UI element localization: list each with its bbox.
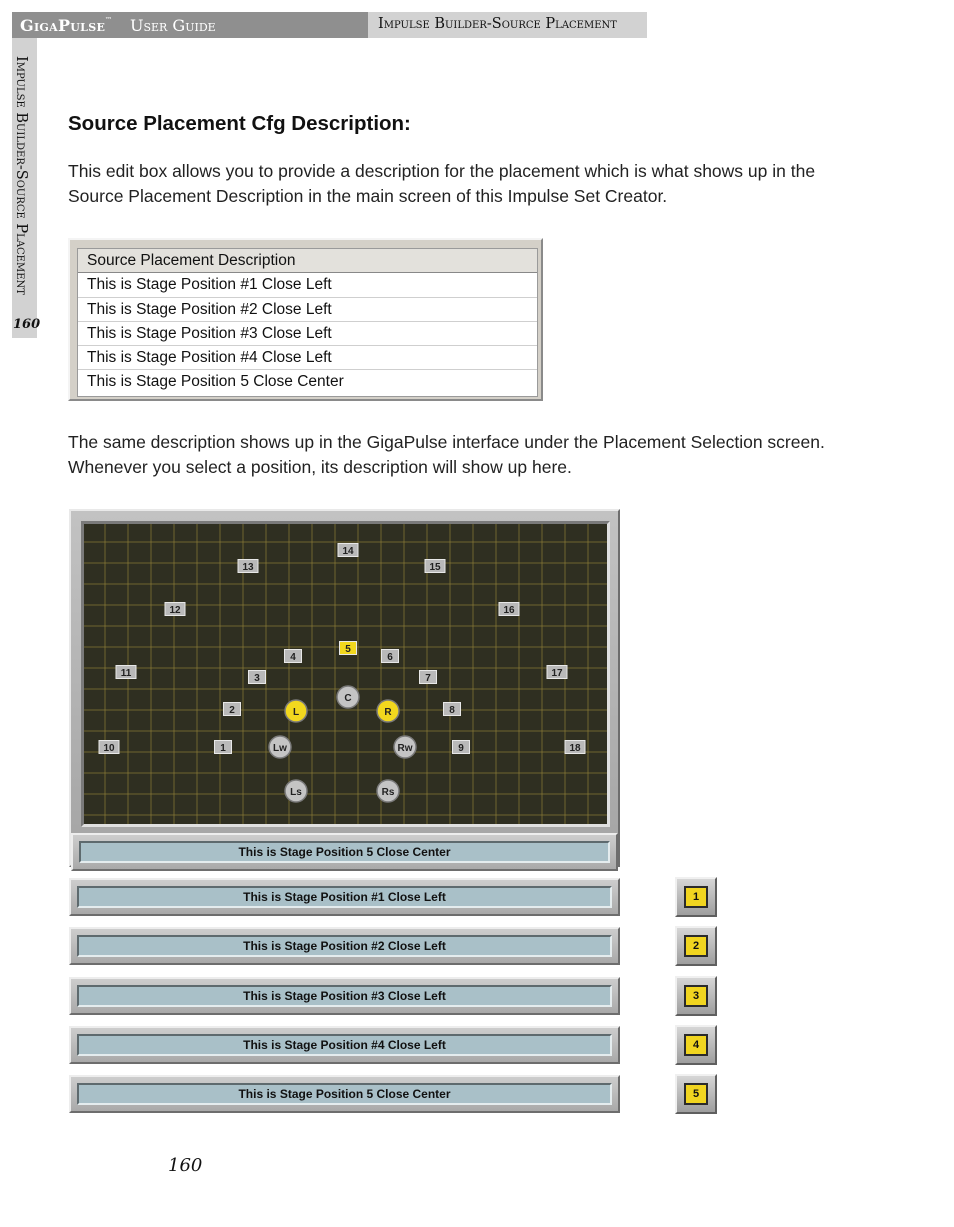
table-row[interactable]: This is Stage Position 5 Close Center bbox=[87, 373, 344, 391]
speaker-label: Rw bbox=[397, 743, 413, 754]
table-row[interactable]: This is Stage Position #4 Close Left bbox=[78, 346, 537, 370]
stage-position-label: 18 bbox=[569, 743, 581, 754]
speaker-label: R bbox=[384, 707, 392, 718]
description-field: This is Stage Position 5 Close Center bbox=[77, 1083, 612, 1105]
stage-position-label: 13 bbox=[242, 562, 254, 573]
paragraph-intro: This edit box allows you to provide a description for the placement which is what shows up in the Source Placement Description in the main screen of this Impulse Set Creator. bbox=[68, 161, 816, 206]
speaker-label: Ls bbox=[290, 787, 302, 798]
stage-position-label: 15 bbox=[429, 562, 441, 573]
stage-position-label: 6 bbox=[387, 652, 393, 663]
position-badge[interactable] bbox=[675, 1074, 717, 1114]
description-bar bbox=[69, 977, 620, 1015]
stage-position-label: 9 bbox=[458, 743, 464, 754]
page-number: 160 bbox=[168, 1155, 203, 1176]
table-header: Source Placement Description bbox=[78, 249, 537, 273]
position-badge-label: 2 bbox=[684, 935, 708, 957]
description-field: This is Stage Position #2 Close Left bbox=[77, 935, 612, 957]
position-badge[interactable] bbox=[675, 926, 717, 966]
speaker-label: Lw bbox=[273, 743, 287, 754]
stage-position-label: 2 bbox=[229, 705, 235, 716]
stage-grid bbox=[81, 521, 610, 827]
description-field: This is Stage Position #4 Close Left bbox=[77, 1034, 612, 1056]
stage-position-label: 5 bbox=[345, 644, 351, 655]
stage-position-label: 7 bbox=[425, 673, 431, 684]
stage-position-label: 12 bbox=[169, 605, 181, 616]
position-badge[interactable] bbox=[675, 1025, 717, 1065]
stage-position-label: 17 bbox=[551, 668, 563, 679]
paragraph-placement: The same description shows up in the GigaPulse interface under the Placement Selection screen. Whenever you select a position, its description will show up here. bbox=[68, 432, 825, 477]
stage-position-label: 14 bbox=[342, 546, 354, 557]
header-section-bar bbox=[368, 12, 647, 38]
table-row[interactable]: This is Stage Position #1 Close Left bbox=[78, 273, 537, 297]
position-badge-label: 4 bbox=[684, 1034, 708, 1056]
position-badge-label: 5 bbox=[684, 1083, 708, 1105]
description-bar bbox=[69, 927, 620, 965]
speaker-label: L bbox=[292, 707, 300, 718]
description-field: This is Stage Position #3 Close Left bbox=[77, 985, 612, 1007]
header-brand-bar bbox=[12, 12, 368, 38]
description-field: This is Stage Position #1 Close Left bbox=[77, 886, 612, 908]
side-tab-label: Impulse Builder-Source Placement bbox=[13, 56, 29, 295]
description-bar bbox=[69, 1026, 620, 1064]
speaker-label: C bbox=[344, 693, 352, 704]
stage-description-field: This is Stage Position 5 Close Center bbox=[79, 841, 610, 863]
table-row[interactable]: This is Stage Position #3 Close Left bbox=[78, 322, 537, 346]
brand-name: GigaPulse™ bbox=[20, 16, 113, 35]
section-title: Impulse Builder-Source Placement bbox=[378, 16, 617, 32]
stage-position-label: 4 bbox=[290, 652, 296, 663]
stage-background bbox=[84, 524, 607, 824]
position-badge-label: 1 bbox=[684, 886, 708, 908]
section-heading: Source Placement Cfg Description: bbox=[68, 112, 411, 135]
stage-position-label: 8 bbox=[449, 705, 455, 716]
stage-position-label: 11 bbox=[120, 668, 132, 679]
stage-position-label: 10 bbox=[103, 743, 115, 754]
description-table-grid bbox=[77, 248, 538, 397]
guide-title: User Guide bbox=[130, 16, 216, 35]
position-badge-label: 3 bbox=[684, 985, 708, 1007]
stage-position-label: 1 bbox=[220, 743, 226, 754]
speaker-label: Rs bbox=[381, 787, 395, 798]
description-bar bbox=[69, 878, 620, 916]
description-bar bbox=[69, 1075, 620, 1113]
position-badge[interactable] bbox=[675, 976, 717, 1016]
side-tab-page: 160 bbox=[13, 317, 41, 332]
stage-description-bar bbox=[71, 833, 618, 871]
stage-position-label: 3 bbox=[254, 673, 260, 684]
stage-grid-canvas bbox=[84, 524, 607, 824]
stage-position-label: 16 bbox=[503, 605, 515, 616]
position-badge[interactable] bbox=[675, 877, 717, 917]
description-table bbox=[68, 238, 543, 401]
table-row[interactable]: This is Stage Position #2 Close Left bbox=[78, 298, 537, 322]
